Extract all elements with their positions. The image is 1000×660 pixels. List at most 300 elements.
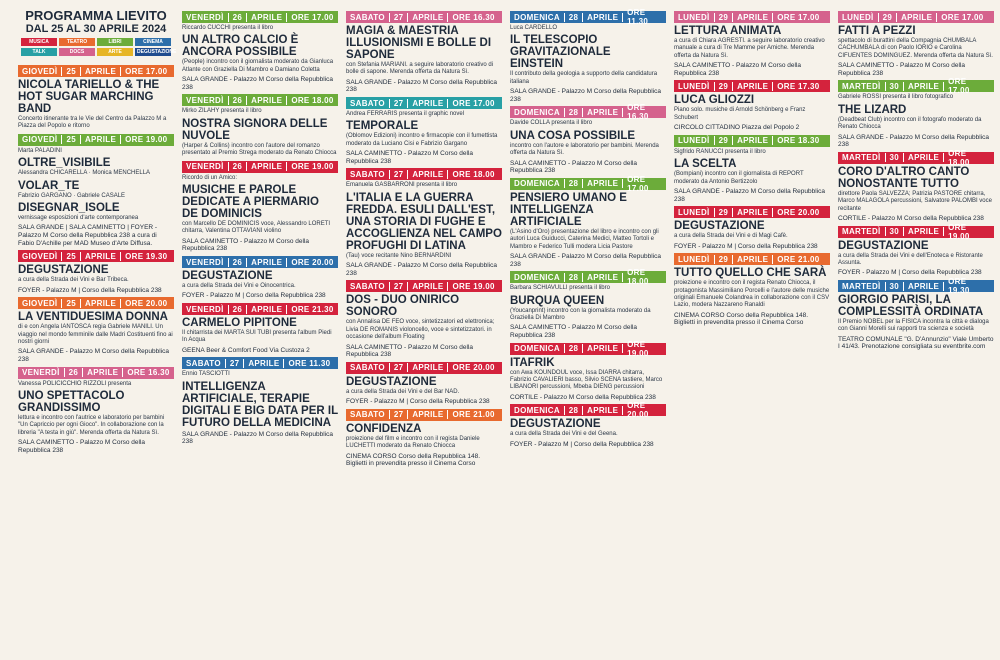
event-num: 28 — [568, 272, 579, 282]
legend-item-arte: ARTE — [97, 48, 133, 56]
event-date-bar — [346, 280, 502, 292]
event-title: DEGUSTAZIONE — [346, 375, 437, 388]
event-num: 29 — [718, 12, 729, 22]
legend-item-talk: TALK — [21, 48, 57, 56]
event-day: DOMENICA — [514, 179, 560, 189]
event-presenter: Marta PALADINI — [18, 147, 62, 154]
event-month: APRILE — [412, 363, 444, 373]
event-description: a cura della Strada dei Vini e Oinocentrica. — [182, 283, 296, 290]
event-date-bar — [510, 174, 666, 193]
event-month: APRILE — [251, 12, 283, 22]
event-description: (Bompiani) incontro con il giornalista di REPORT moderato da Antonio Bertizzolo — [674, 171, 804, 185]
event-date-bar — [838, 222, 994, 241]
event-title: FATTI A PEZZI — [838, 25, 916, 37]
event-num: 29 — [718, 254, 729, 264]
event-time: ORE 21.00 — [452, 410, 495, 420]
event-block — [182, 303, 338, 354]
event-title: UNO SPETTACOLO GRANDISSIMO — [18, 390, 125, 415]
event-num: 28 — [568, 12, 579, 22]
event-date-bar — [510, 268, 666, 287]
event-block — [510, 8, 666, 103]
event-date-bar — [510, 8, 666, 26]
event-date-bar — [510, 339, 666, 358]
event-time: ORE 19.00 — [948, 222, 970, 241]
event-num: 27 — [393, 12, 404, 22]
event-block — [838, 11, 994, 77]
event-num: 28 — [568, 405, 579, 415]
event-description: con Annalisa DE FEO voce, sintetizzatori ed elettronica; Livia DE ROMANIS violoncello, voce e sintetizzatori. in occasione dell'album Floating — [346, 319, 495, 341]
event-day: LUNEDÌ — [678, 136, 710, 146]
event-day: SABATO — [350, 98, 385, 108]
event-day: LUNEDÌ — [678, 207, 710, 217]
event-title: UNA COSA POSSIBILE — [510, 129, 636, 142]
event-num: 29 — [718, 136, 729, 146]
event-num: 30 — [889, 227, 900, 237]
event-day: LUNEDÌ — [678, 254, 710, 264]
event-location: TEATRO COMUNALE "G. D'Annunzio" Viale Umberto I 41/43. Prenotazione consigliata su eventbrite.com — [838, 335, 994, 351]
event-month: APRILE — [251, 95, 283, 105]
event-month: APRILE — [412, 98, 444, 108]
event-description: proiezione e incontro con il regista Renato Chiocca, il protagonista Massimiliano Porcelli e l'autore delle musiche originali Emanuele Colandrea in collaborazione con il CSV Lazio, modera Nazzareno Ranaldi — [674, 280, 830, 309]
event-month: APRILE — [908, 227, 940, 237]
event-num: 29 — [718, 81, 729, 91]
event-location: SALA GRANDE - Palazzo M Corso della Repubblica 238 — [838, 133, 990, 149]
event-date-bar — [182, 94, 338, 106]
event-title: DISEGNAR_ISOLE — [18, 202, 120, 215]
event-block — [18, 202, 174, 247]
event-location: FOYER - Palazzo M | Corso della Repubblica 238 — [838, 269, 982, 277]
event-num: 26 — [232, 257, 243, 267]
event-location: SALA GRANDE - Palazzo M Corso della Repubblica 238 — [18, 348, 170, 364]
event-time: ORE 19.00 — [125, 135, 168, 145]
event-day: SABATO — [350, 410, 385, 420]
event-location: FOYER - Palazzo M | Corso della Repubblica 238 — [510, 440, 654, 448]
event-time: ORE 16.30 — [127, 368, 170, 378]
event-day: VENERDÌ — [186, 304, 224, 314]
event-location: SALA CAMINETTO - Palazzo M Corso della Repubblica 238 — [838, 62, 966, 77]
event-day: MARTEDÌ — [842, 281, 881, 291]
event-block — [838, 148, 994, 223]
event-description: a cura della Strada dei Vini e Bar Tribeca. — [18, 277, 129, 284]
event-time: ORE 16.30 — [627, 103, 649, 122]
event-description: a cura della Strada dei Vini e di Magi Cafè. — [674, 233, 788, 240]
event-description: (Deadbeat Club) incontro con il fotografo moderato da Renato Chiocca — [838, 116, 982, 131]
event-date-bar — [838, 148, 994, 167]
event-time: ORE 20.00 — [777, 207, 820, 217]
event-num: 28 — [568, 107, 579, 117]
event-day: VENERDÌ — [186, 162, 224, 172]
event-location: SALA GRANDE | SALA CAMINETTO | FOYER - Palazzo M Corso della Repubblica 238 a cura di Fabio D'Achille per MAD Museo d'Arte Diffusa. — [18, 224, 158, 247]
event-title: DOS - DUO ONIRICO SONORO — [346, 294, 460, 319]
event-title: CONFIDENZA — [346, 422, 422, 435]
event-time: ORE 19.00 — [452, 281, 495, 291]
event-day: MARTEDÌ — [842, 153, 881, 163]
event-block — [18, 134, 174, 178]
event-date-bar — [182, 11, 338, 23]
event-date-bar — [510, 103, 666, 122]
event-title: DEGUSTAZIONE — [510, 418, 601, 431]
page-dates: DAL 25 AL 30 APRILE 2024 — [25, 23, 167, 35]
event-location: SALA GRANDE - Palazzo M Corso della Repubblica 238 — [510, 88, 662, 103]
event-month: APRILE — [587, 107, 619, 117]
event-block — [510, 339, 666, 402]
event-day: DOMENICA — [514, 405, 560, 415]
event-month: APRILE — [587, 272, 619, 282]
event-block — [182, 94, 338, 157]
event-description: proiezione del film e incontro con il regista Daniele LUCHETTI moderato da Renato Chiocca — [346, 435, 480, 450]
event-block — [18, 65, 174, 131]
event-day: VENERDÌ — [186, 95, 224, 105]
event-presenter: Davide COLLA presenta il libro — [510, 120, 593, 127]
event-block — [346, 11, 502, 94]
event-block — [182, 256, 338, 300]
event-presenter: Sigfrido RANUCCI presenta il libro — [674, 148, 766, 155]
event-month: APRILE — [87, 368, 119, 378]
event-num: 26 — [232, 12, 243, 22]
event-month: APRILE — [84, 135, 117, 145]
event-date-bar — [674, 80, 830, 92]
event-date-bar — [838, 11, 994, 23]
event-month: APRILE — [587, 179, 619, 189]
event-title: TUTTO QUELLO CHE SARÀ — [674, 267, 827, 280]
column-2 — [182, 8, 338, 446]
event-title: IL TELESCOPIO GRAVITAZIONALE EINSTEIN — [510, 34, 611, 71]
event-month: APRILE — [412, 281, 444, 291]
event-month: APRILE — [84, 66, 117, 76]
event-time: ORE 17.00 — [941, 12, 984, 22]
event-month: APRILE — [248, 358, 280, 368]
event-num: 27 — [393, 281, 404, 291]
event-block — [510, 174, 666, 268]
event-location: SALA CAMINETTO - Palazzo M Corso della Repubblica 238 — [18, 439, 146, 454]
event-block — [182, 11, 338, 91]
event-title: VOLAR_TE — [18, 179, 80, 192]
event-description: a cura di Chiara AGRESTI. a seguire laboratorio creativo manuale a cura di Tre Mamme per Amiche. Merenda offerta da Natura Sì. — [674, 38, 825, 59]
event-num: 27 — [393, 363, 404, 373]
event-month: APRILE — [251, 162, 283, 172]
event-month: APRILE — [901, 12, 933, 22]
event-time: ORE 19.00 — [291, 162, 334, 172]
event-date-bar — [182, 357, 338, 369]
column-5 — [674, 8, 830, 327]
event-day: DOMENICA — [514, 344, 560, 354]
event-time: ORE 11.30 — [288, 358, 331, 368]
event-title: DEGUSTAZIONE — [838, 239, 929, 252]
legend-item-musica: MUSICA — [21, 38, 57, 46]
event-title: MUSICHE E PAROLE DEDICATE A PIERMARIO DE DOMINICIS — [182, 184, 319, 221]
legend-item-libri: LIBRI — [97, 38, 133, 46]
event-time: ORE 19.00 — [627, 339, 649, 358]
legend-item-teatro: TEATRO — [59, 38, 95, 46]
event-title: DEGUSTAZIONE — [182, 270, 273, 283]
legend-item-degustazione: DEGUSTAZIONE — [137, 49, 177, 55]
event-description: a cura della Strada dei Vini e dell'Enoteca e Ristorante Assunta. — [838, 252, 983, 267]
event-presenter: Ennio TASCIOTTI — [182, 371, 230, 378]
event-time: ORE 18.30 — [777, 136, 820, 146]
event-date-bar — [838, 277, 994, 296]
event-presenter: Mirko ZILAHY presenta il libro — [182, 108, 262, 115]
event-block — [18, 180, 174, 200]
event-title: NICOLA TARIELLO & THE HOT SUGAR MARCHING BAND — [18, 79, 160, 115]
event-date-bar — [674, 253, 830, 265]
event-description: Il contributo della geologia a supporto della candidatura italiana — [510, 71, 658, 85]
event-title: INTELLIGENZA ARTIFICIALE, TERAPIE DIGITALI E BIG DATA PER IL FUTURO DELLA MEDICINA — [182, 380, 338, 429]
event-time: ORE 17.00 — [452, 98, 495, 108]
event-num: 25 — [66, 251, 76, 261]
event-location: FOYER - Palazzo M | Corso della Repubblica 238 — [182, 292, 326, 300]
event-block — [838, 222, 994, 277]
column-4 — [510, 8, 666, 448]
event-block — [346, 362, 502, 406]
event-location: SALA GRANDE - Palazzo M Corso della Repubblica 238 — [346, 262, 498, 277]
event-time: ORE 17.00 — [627, 174, 649, 193]
event-description: (L'Asino d'Oro) presentazione del libro e incontro con gli autori Luca Guiducci, Caterina Medici, Matteo Tortoli e Mambro e Federico Tulli modera Licia Pastore — [510, 228, 659, 250]
event-num: 28 — [568, 179, 579, 189]
event-day: MARTEDÌ — [842, 81, 881, 91]
event-month: APRILE — [908, 281, 940, 291]
event-day: GIOVEDÌ — [22, 135, 58, 145]
event-location: SALA CAMINETTO - Palazzo M Corso della Repubblica 238 — [674, 62, 802, 77]
event-title: MAGIA & MAESTRIA ILLUSIONISMI E BOLLE DI SAPONE — [346, 25, 492, 61]
event-block — [18, 367, 174, 455]
event-time: ORE 21.00 — [777, 254, 820, 264]
event-num: 26 — [232, 304, 243, 314]
event-num: 27 — [229, 358, 240, 368]
event-description: Il chitarrista dei MARTA SUI TUBI presenta l'album Piedi In Acqua — [182, 330, 332, 344]
event-num: 26 — [232, 162, 243, 172]
event-month: APRILE — [737, 207, 769, 217]
event-day: SABATO — [186, 358, 221, 368]
event-month: APRILE — [251, 257, 283, 267]
event-date-bar — [510, 401, 666, 420]
event-month: APRILE — [737, 81, 769, 91]
event-block — [674, 206, 830, 250]
event-time: ORE 18.00 — [627, 268, 649, 287]
event-block — [674, 135, 830, 203]
event-time: ORE 17.00 — [291, 12, 334, 22]
event-title: NOSTRA SIGNORA DELLE NUVOLE — [182, 117, 328, 142]
event-location: SALA GRANDE - Palazzo M Corso della Repubblica 238 — [182, 430, 334, 446]
event-title: DEGUSTAZIONE — [674, 220, 765, 233]
event-time: ORE 11.30 — [627, 8, 649, 26]
event-location: SALA GRANDE - Palazzo M Corso della Repubblica 238 — [510, 253, 662, 268]
page-title: PROGRAMMA LIEVITO — [25, 8, 167, 23]
event-block — [510, 401, 666, 448]
event-time: ORE 17.00 — [948, 77, 970, 96]
event-day: SABATO — [350, 169, 385, 179]
event-title: LUCA GLIOZZI — [674, 94, 755, 107]
event-num: 25 — [66, 66, 76, 76]
event-description: direttore Paola SALVEZZA; Patrizia PASTORE chitarra, Marco MALAGOLA percussioni, Salvatore PALOMBI voce recitante — [838, 190, 992, 212]
event-description: (Tau) voce recitante Nino BERNARDINI — [346, 252, 452, 259]
event-num: 27 — [393, 98, 404, 108]
event-presenter: Emanuela GASBARRONI presenta il libro — [346, 182, 458, 189]
event-date-bar — [18, 250, 174, 262]
event-time: ORE 20.00 — [125, 298, 168, 308]
event-num: 27 — [393, 410, 404, 420]
event-time: ORE 18.00 — [291, 95, 334, 105]
event-month: APRILE — [84, 298, 117, 308]
event-title: LETTURA ANIMATA — [674, 25, 782, 37]
event-day: LUNEDÌ — [678, 12, 710, 22]
event-title: TEMPORALE — [346, 120, 419, 133]
event-description: Concerto itinerante tra le Vie del Centro da Palazzo M a Piazza del Popolo e ritorno — [18, 116, 167, 130]
event-location: CINEMA CORSO Corso della Repubblica 148. Biglietti in prevendita presso il Cinema Corso — [346, 452, 481, 468]
event-day: GIOVEDÌ — [22, 66, 58, 76]
event-num: 28 — [568, 344, 579, 354]
event-day: SABATO — [350, 12, 385, 22]
header — [18, 8, 177, 56]
event-title: LA VENTIDUESIMA DONNA — [18, 311, 168, 324]
event-presenter: Andrea FERRARIS presenta il graphic novel — [346, 111, 465, 117]
event-title: THE LIZARD — [838, 103, 907, 116]
event-presenter: Gabriele ROSSI presenta il libro fotografico — [838, 94, 954, 101]
event-block — [838, 77, 994, 149]
event-title: CORO D'ALTRO CANTO NONOSTANTE TUTTO — [838, 165, 970, 190]
event-month: APRILE — [737, 254, 769, 264]
event-block — [182, 161, 338, 253]
event-time: ORE 19.30 — [125, 251, 168, 261]
event-location: SALA CAMINETTO - Palazzo M Corso della Repubblica 238 — [346, 150, 474, 165]
event-num: 26 — [232, 95, 243, 105]
event-location: SALA GRANDE - Palazzo M Corso della Repubblica 238 — [182, 76, 334, 91]
event-block — [182, 357, 338, 446]
event-title: BURQUA QUEEN — [510, 294, 605, 307]
event-location: SALA GRANDE - Palazzo M Corso della Repubblica 238 — [674, 188, 826, 203]
event-title: OLTRE_VISIBILE — [18, 157, 111, 170]
event-day: MARTEDÌ — [842, 227, 881, 237]
event-presenter: Vanessa POLICICCHIO RIZZOLI presenta — [18, 380, 132, 387]
event-day: SABATO — [350, 363, 385, 373]
event-description: (Harper & Collins) incontro con l'autore del romanzo presentato al Premio Strega moderato da Renato Chiocca — [182, 142, 337, 157]
event-date-bar — [346, 362, 502, 374]
event-title: UN ALTRO CALCIO È ANCORA POSSIBILE — [182, 34, 299, 59]
column-1 — [18, 62, 174, 454]
event-location: GEENA Beer & Comfort Food Via Custoza 2 — [182, 346, 310, 354]
event-description: spettacolo di burattini della Compagnia CHUMBALA CACHUMBALA di con Paolo IORIO e Carolina CIFUENTES DOMINGUEZ. Merenda offerta da Natura Sì. — [838, 38, 993, 59]
event-time: ORE 17.00 — [777, 12, 820, 22]
event-num: 25 — [66, 298, 76, 308]
event-time: ORE 17.00 — [125, 66, 168, 76]
event-date-bar — [674, 135, 830, 147]
event-description: vernissage esposizioni d'arte contemporanea — [18, 215, 139, 222]
event-location: SALA CAMINETTO - Palazzo M Corso della Repubblica 238 — [510, 324, 638, 340]
event-location: FOYER - Palazzo M | Corso della Repubblica 238 — [346, 398, 490, 406]
event-block — [18, 250, 174, 294]
event-block — [346, 280, 502, 358]
event-block — [674, 80, 830, 131]
event-title: CARMELO PIPITONE — [182, 317, 297, 330]
event-date-bar — [838, 77, 994, 96]
event-description: di e con Angela IANTOSCA regia Gabriele MANILI. Un viaggio nel mondo femminile dalle Madri Costituenti fino ai nostri giorni — [18, 324, 173, 346]
event-time: ORE 20.00 — [627, 401, 649, 420]
event-day: DOMENICA — [514, 272, 560, 282]
event-month: APRILE — [412, 12, 444, 22]
event-location: CORTILE - Palazzo M Corso della Repubblica 238 — [510, 393, 656, 401]
event-description: con Stefania MARIANI. a seguire laboratorio creativo di bolle di sapone. Merenda offerta da Natura Sì. — [346, 62, 494, 76]
event-block — [510, 103, 666, 175]
event-block — [674, 253, 830, 327]
event-date-bar — [18, 367, 174, 379]
event-title: LA SCELTA — [674, 158, 737, 171]
event-date-bar — [346, 11, 502, 23]
event-num: 30 — [889, 281, 900, 291]
event-presenter: Barbara SCHIAVULLI presenta il libro — [510, 285, 610, 292]
event-num: 30 — [889, 153, 900, 163]
event-description: Alessandra CHICARELLA · Monica MENCHELLA — [18, 170, 151, 177]
column-3 — [346, 8, 502, 468]
legend-item-cinema: CINEMA — [135, 38, 171, 46]
event-date-bar — [674, 11, 830, 23]
event-time: ORE 18.00 — [948, 148, 970, 167]
event-time: ORE 16.30 — [452, 12, 495, 22]
event-time: ORE 18.00 — [452, 169, 495, 179]
event-day: LUNEDÌ — [842, 12, 874, 22]
event-date-bar — [18, 65, 174, 77]
event-num: 30 — [889, 81, 900, 91]
event-title: L'ITALIA E LA GUERRA FREDDA. ESULI DALL'EST, UNA STORIA DI FUGHE E ACCOGLIENZA NEL CAMPO PROFUGHI DI LATINA — [346, 191, 502, 252]
event-location: SALA CAMINETTO - Palazzo M Corso della Repubblica 238 — [510, 159, 638, 175]
event-date-bar — [674, 206, 830, 218]
event-day: DOMENICA — [514, 107, 560, 117]
event-presenter: Riccardo CUCCHI presenta il libro — [182, 25, 274, 31]
event-description: a cura della Strada dei Vini e del Geena. — [510, 431, 618, 438]
event-num: 29 — [882, 12, 893, 22]
event-description: incontro con l'autore e laboratorio per bambini. Merenda offerta da Natura Sì. — [510, 142, 659, 157]
event-block — [346, 168, 502, 277]
legend-item-docs: DOCS — [59, 48, 95, 56]
event-location: CIRCOLO CITTADINO Piazza del Popolo 2 — [674, 124, 800, 132]
event-description: (People) incontro con il giornalista moderato da Gianluca Atlante con Graziella Di Mambro e Damiano Coletta — [182, 59, 334, 73]
event-month: APRILE — [412, 169, 444, 179]
event-description: (Youcanprint) incontro con la giornalista moderato da Graziella Di Mambro — [510, 307, 651, 322]
event-date-bar — [182, 161, 338, 173]
event-month: APRILE — [587, 344, 619, 354]
category-legend — [18, 38, 177, 56]
event-date-bar — [18, 134, 174, 146]
event-month: APRILE — [587, 405, 619, 415]
event-num: 27 — [393, 169, 404, 179]
event-description: con Awa KOUNDOUL voce, Issa DIARRA chitarra, Fabrizio CAVALIERI basso, Silvio SCENA tastiere, Marco LIBANORI percussioni, Mbeba DIENG percussioni — [510, 369, 663, 391]
event-title: GIORGIO PARISI, LA COMPLESSITÀ ORDINATA — [838, 294, 984, 319]
event-description: con Marcello DE DOMINICIS voce, Alessandro LORETI chitarra, Valentina OTTAVIANI violino — [182, 221, 331, 235]
event-presenter: Luca CARDELLO — [510, 25, 558, 31]
event-description: Piano solo. musiche di Arnold Schönberg e Franz Schubert — [674, 107, 806, 121]
event-description: lettura e incontro con l'autrice e laboratorio per bambini "Un Capriccio per ogni Gioco". In collaborazione con la libreria "A testa in giù". Merenda offerta da Natura Sì. — [18, 415, 165, 436]
event-time: ORE 19.30 — [948, 277, 970, 296]
event-month: APRILE — [412, 410, 444, 420]
event-day: VENERDÌ — [186, 257, 224, 267]
event-description: (Oblomov Edizioni) incontro e firmacopie con il fumettista moderato da Luciano Cisi e Fabrizio Gargano — [346, 133, 498, 147]
event-day: GIOVEDÌ — [22, 251, 58, 261]
event-day: LUNEDÌ — [678, 81, 710, 91]
event-day: SABATO — [350, 281, 385, 291]
event-location: SALA CAMINETTO - Palazzo M Corso della Repubblica 238 — [182, 237, 310, 253]
event-time: ORE 17.30 — [777, 81, 820, 91]
event-num: 26 — [68, 368, 79, 378]
event-block — [346, 97, 502, 165]
event-month: APRILE — [908, 153, 940, 163]
event-description: a cura della Strada dei Vini e del Bar NAD. — [346, 388, 460, 395]
event-month: APRILE — [251, 304, 283, 314]
event-location: CORTILE - Palazzo M Corso della Repubblica 238 — [838, 215, 984, 223]
column-6 — [838, 8, 994, 351]
event-block — [838, 277, 994, 351]
event-day: GIOVEDÌ — [22, 298, 58, 308]
event-date-bar — [346, 97, 502, 109]
event-num: 25 — [66, 135, 76, 145]
event-date-bar — [18, 297, 174, 309]
